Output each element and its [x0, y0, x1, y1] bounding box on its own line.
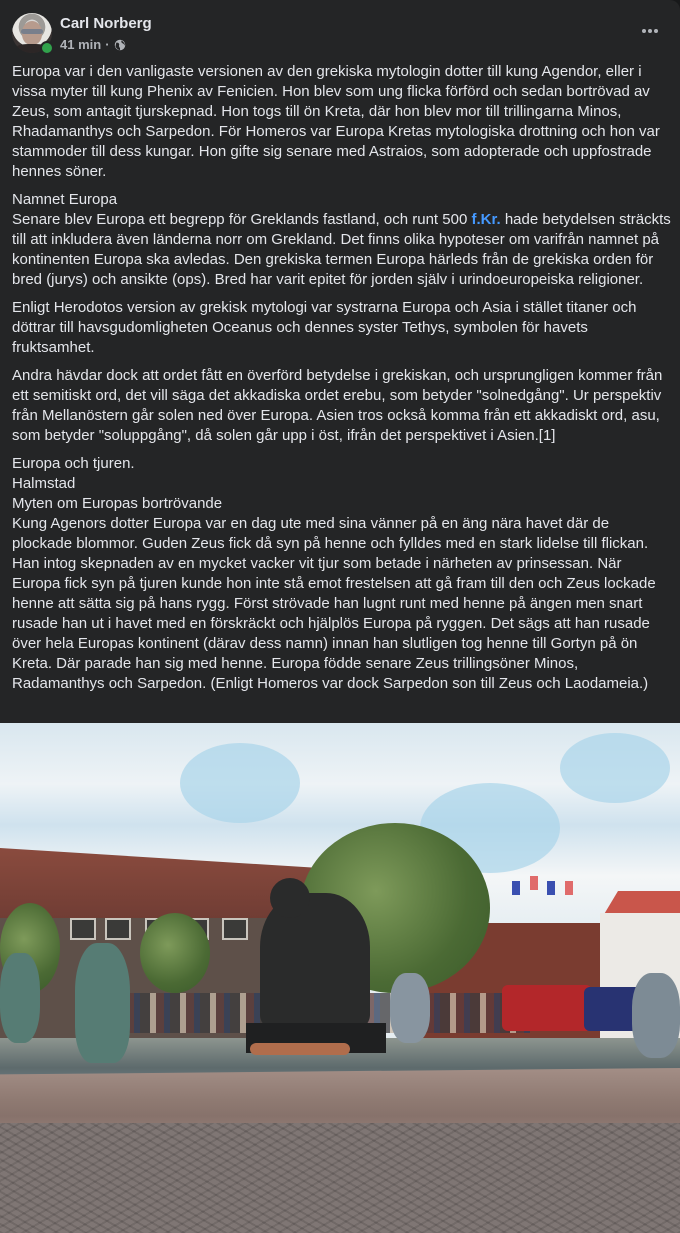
- paragraph-5-line-1: Europa och tjuren.: [12, 455, 135, 472]
- paragraph-5-body: Kung Agenors dotter Europa var en dag ute med sina vänner på en äng nära havet där de plockade blommor. Guden Zeus fick då syn på henne och fylldes med en stark lidelse till flickan. Han intog skepnaden av en mycket vacker vit tjur som betade i närheten av prinsessan. När Europa fick syn på tjuren kunde hon inte stå emot frestelsen att gå fram till den och Zeus lockade henne att sätta sig på hans rygg. Först strövade han lugnt runt med henne på ängen men snart rusade han ut i havet med en förskräckt och hjälplös Europa på ryggen. Det sägs att han rusade över hela Europas kontinent (därav dess namn) innan han slutligen tog henne till Gortyn på ön Kreta. Där parade han sig med henne. Europa födde senare Zeus trillingsöner Minos, Radamanthys och Sarpedon. (Enligt Homeros var dock Sarpedon son till Zeus och Laodameia.): [12, 515, 656, 692]
- paragraph-2-heading: Namnet Europa: [12, 191, 118, 208]
- paragraph-5-line-2: Halmstad: [12, 475, 76, 492]
- sky-patch: [560, 733, 670, 803]
- paragraph-1: Europa var i den vanligaste versionen av den grekiska mytologin dotter till kung Agendor, eller i vissa myter till kung Phenix av Fenicien. Hon blev som ung flicka förförd och sedan bortrövad av Zeus, som antagit tjurskepnad. Hon togs till ön Kreta, där hon blev mor till trillingarna Minos, Rhadamanthys och Sarpedon. För Homeros var Europa Kretas mytologiska drottning och hon var stammoder till dess kungar. Hon gifte sig senare med Astraios, som adopterade och uppfostrade hennes söner.: [12, 63, 660, 180]
- mermaid-statue: [632, 973, 680, 1058]
- author-name[interactable]: Carl Norberg: [60, 15, 152, 32]
- paragraph-5: [12, 454, 672, 694]
- avatar-glasses: [21, 29, 43, 34]
- post-body: [12, 62, 672, 702]
- mermaid-statue: [0, 953, 40, 1043]
- paragraph-2: [12, 190, 672, 290]
- post-header: [12, 13, 668, 55]
- more-horizontal-icon: [642, 29, 646, 33]
- post-time[interactable]: 41 min: [60, 37, 102, 52]
- more-options-button[interactable]: [638, 21, 662, 41]
- flag: [547, 881, 555, 895]
- online-status-icon: [40, 41, 54, 55]
- europa-figure: [270, 878, 310, 918]
- pedestal-rocks: [250, 1043, 350, 1055]
- window: [70, 918, 96, 940]
- mermaid-statue: [390, 973, 430, 1043]
- sky-patch: [180, 743, 300, 823]
- mermaid-statue: [75, 943, 130, 1063]
- tree: [140, 913, 210, 993]
- paragraph-5-line-3: Myten om Europas bortrövande: [12, 495, 223, 512]
- flag: [512, 881, 520, 895]
- paragraph-2-text-a: Senare blev Europa ett begrepp för Greklands fastland, och runt 500: [12, 211, 472, 228]
- paragraph-2-text-b: hade betydelsen sträckts till att inkludera även länderna norr om Grekland. Det finns olika hypoteser om varifrån namnet på kontinenten Europa ska avledas. Den grekiska termen Europa härleds från de grekiska orden för bred (jurys) och ansikte (ops). Bred har varit epitet för jorden själv i urindoeuropeiska religioner.: [12, 211, 671, 288]
- hashtag-link-fkr[interactable]: f.Kr.: [471, 211, 501, 228]
- paragraph-3: Enligt Herodotos version av grekisk mytologi var systrarna Europa och Asia i stället titaner och döttrar till havsgudomligheten Oceanus och dennes syster Tethys, symbolen för havets fruktsamhet.: [12, 299, 637, 356]
- window: [222, 918, 248, 940]
- meta-separator: ·: [105, 37, 110, 52]
- flag: [530, 876, 538, 890]
- post-photo[interactable]: [0, 723, 680, 1233]
- post-meta: [60, 37, 126, 52]
- globe-icon[interactable]: [114, 39, 126, 51]
- cobblestone-paving: [0, 1123, 680, 1233]
- more-dot: [654, 29, 658, 33]
- red-van: [502, 985, 592, 1031]
- paragraph-4: Andra hävdar dock att ordet fått en överförd betydelse i grekiskan, och ursprungligen kommer från ett semitiskt ord, det vill säga det akkadiska ordet erebu, som betyder "solnedgång". Ur perspektiv från Mellanöstern går solen ned över Europa. Asien tros också komma från ett akkadiskt ord, asu, som betyder "soluppgång", då solen går upp i öst, ifrån det perspektivet i Asien.[1]: [12, 367, 663, 444]
- more-dot: [648, 29, 652, 33]
- window: [105, 918, 131, 940]
- flag: [565, 881, 573, 895]
